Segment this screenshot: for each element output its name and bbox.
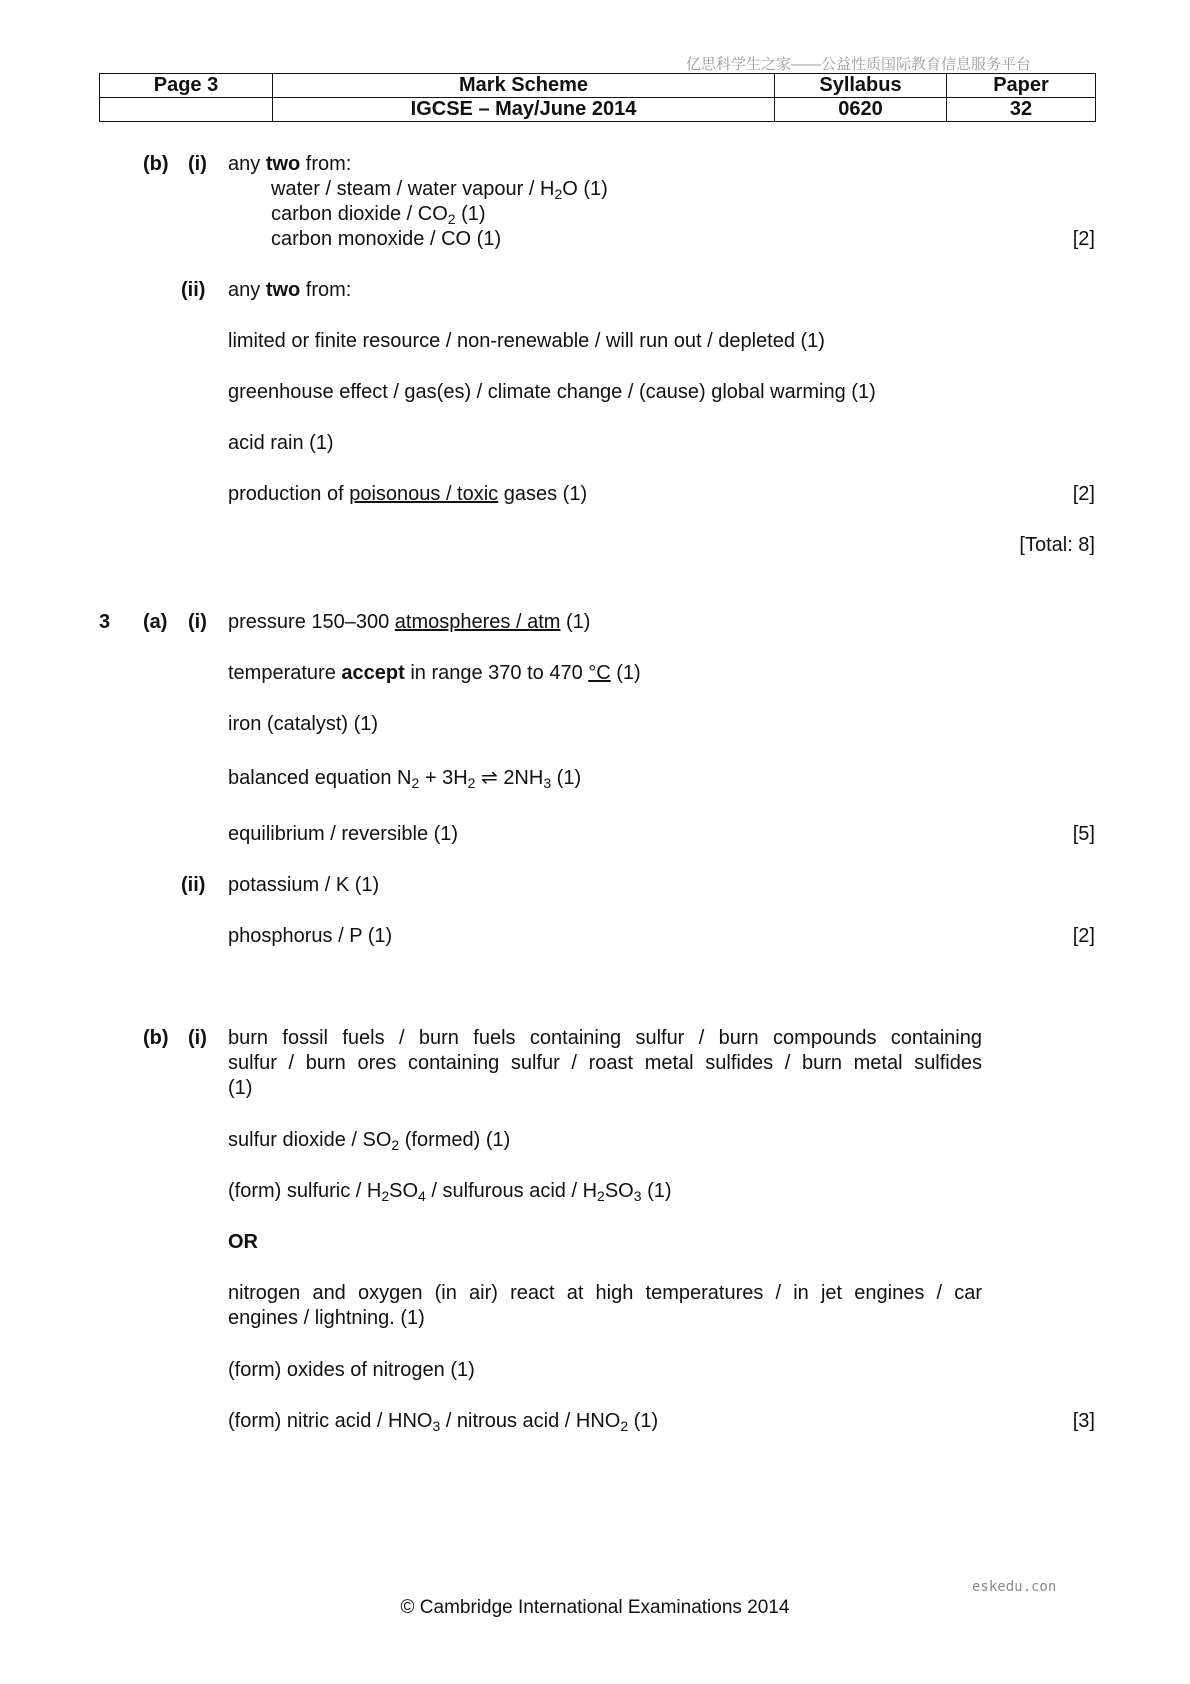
q2b-ii-item-acid-rain: acid rain (1) (228, 432, 334, 454)
q3a-ii-mark: [2] (1072, 925, 1095, 947)
q3b-i-mark: [3] (1072, 1410, 1095, 1432)
site-watermark: eskedu.con (972, 1579, 1057, 1595)
q3a-i-equilibrium: equilibrium / reversible (1) (228, 823, 459, 845)
q3b-i-nitrogen-line-2: engines / lightning. (1) (228, 1307, 425, 1329)
q3a-ii-phosphorus: phosphorus / P (1) (228, 925, 393, 947)
q3b-i-fossil-fuels-line-3: (1) (228, 1077, 253, 1099)
q3b-i-nitrogen-line-1: nitrogen and oxygen (in air) react at high temperatures / in jet engines / car (228, 1282, 982, 1304)
header-paper-number: 32 (947, 98, 1096, 122)
q2b-ii-item-greenhouse: greenhouse effect / gas(es) / climate change / (cause) global warming (1) (228, 381, 876, 403)
q3b-i-fossil-fuels-line-1: burn fossil fuels / burn fuels containing sulfur / burn compounds containing (228, 1027, 982, 1049)
q3b-i-sulfuric-acid: (form) sulfuric / $H_2SO_4$ / sulfurous acid / $H_2SO_3$ (1) (228, 1180, 672, 1204)
q3a-i-label: (i) (188, 611, 207, 633)
q2-total-mark: [Total: 8] (1019, 534, 1095, 556)
q3b-i-nitrogen-paragraph (228, 1281, 982, 1331)
q2b-ii-intro: any two from: (228, 279, 352, 301)
q3b-i-fossil-fuels-paragraph (228, 1026, 982, 1101)
q3b-i-or: OR (228, 1231, 258, 1253)
q2b-label: (b) (143, 153, 169, 175)
watermark-text: 亿思科学生之家——公益性质国际教育信息服务平台 (686, 56, 1032, 73)
q3a-i-pressure: pressure 150–300 atmospheres / atm (1) (228, 611, 591, 633)
q3a-ii-label: (ii) (181, 874, 206, 896)
header-syllabus-code: 0620 (775, 98, 947, 122)
q3a-i-mark: [5] (1072, 823, 1095, 845)
q3b-i-label: (i) (188, 1027, 207, 1049)
q3b-i-so2: sulfur dioxide / $SO_2$ (formed) (1) (228, 1129, 511, 1153)
q3b-label: (b) (143, 1027, 169, 1049)
q2b-ii-label: (ii) (181, 279, 206, 301)
header-exam-session: IGCSE – May/June 2014 (273, 98, 775, 122)
q2b-ii-item-limited: limited or finite resource / non-renewable / will run out / depleted (1) (228, 330, 825, 352)
q3a-i-catalyst: iron (catalyst) (1) (228, 713, 379, 735)
q3a-i-temperature: temperature accept in range 370 to 470 °C (1) (228, 662, 641, 684)
header-paper: Paper (947, 74, 1096, 98)
q3b-i-fossil-fuels-line-2: sulfur / burn ores containing sulfur / roast metal sulfides / burn metal sulfides (228, 1052, 982, 1074)
q2b-i-item-co2: carbon dioxide / $CO_2$ (1) (271, 203, 486, 227)
header-row-2 (100, 98, 1096, 122)
q2b-i-item-water: water / steam / water vapour / $H_2O$ (1) (271, 178, 608, 202)
q2b-i-item-co: carbon monoxide / CO (1) (271, 228, 502, 250)
q2b-i-label: (i) (188, 153, 207, 175)
q2b-i-mark: [2] (1072, 228, 1095, 250)
q2b-ii-item-toxic: production of poisonous / toxic gases (1) (228, 483, 588, 505)
q2b-i-intro: any two from: (228, 153, 352, 175)
header-blank-cell (100, 98, 273, 122)
header-row-1 (100, 74, 1096, 98)
footer-copyright: © Cambridge International Examinations 2014 (400, 1597, 790, 1618)
header-page: Page 3 (100, 74, 273, 98)
header-mark-scheme: Mark Scheme (273, 74, 775, 98)
q3a-label: (a) (143, 611, 168, 633)
q3-number: 3 (99, 611, 111, 633)
header-table (99, 73, 1096, 122)
q3b-i-oxides-of-nitrogen: (form) oxides of nitrogen (1) (228, 1359, 475, 1381)
header-syllabus: Syllabus (775, 74, 947, 98)
q3a-i-equation: balanced equation $N_2 + 3H_2$ ⇌ $2NH_3$ (1) (228, 767, 582, 791)
q3a-ii-potassium: potassium / K (1) (228, 874, 380, 896)
q2b-ii-mark: [2] (1072, 483, 1095, 505)
q3b-i-nitric-acid: (form) nitric acid / $HNO_3$ / nitrous acid / $HNO_2$ (1) (228, 1410, 659, 1434)
